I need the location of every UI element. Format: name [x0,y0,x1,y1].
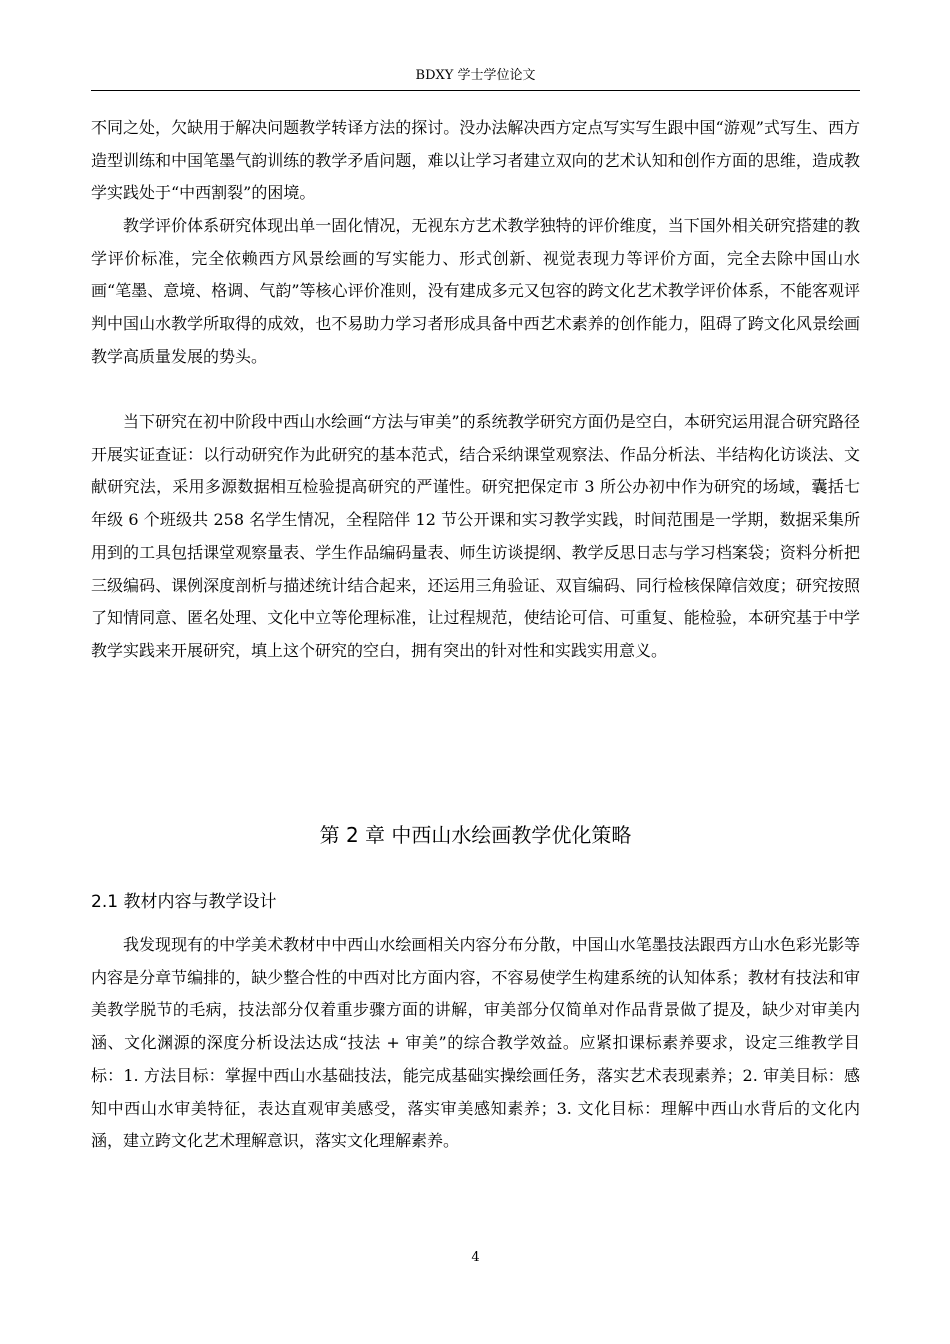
paragraph-textbook-design: 我发现现有的中学美术教材中中西山水绘画相关内容分布分散，中国山水笔墨技法跟西方山水色彩光影等内容是分章节编排的，缺少整合性的中西对比方面内容，不容易使学生构建系统的认知体系；教材有技法和审美教学脱节的毛病，技法部分仅着重步骤方面的讲解，审美部分仅简单对作品背景做了提及，缺少对审美内涵、文化渊源的深度分析设法达成“技法 + 审美”的综合教学效益。应紧扣课标素养要求，设定三维教学目标：1. 方法目标：掌握中西山水基础技法，能完成基础实操绘画任务，落实艺术表现素养；2. 审美目标：感知中西山水审美特征，表达直观审美感受，落实审美感知素养；3. 文化目标：理解中西山水背后的文化内涵，建立跨文化艺术理解意识，落实文化理解素养。 [91,935,860,1151]
running-header: BDXY 学士学位论文 [415,68,536,83]
chapter-heading: 第 2 章 中西山水绘画教学优化策略 [319,823,632,847]
header-rule [91,90,860,91]
page-number: 4 [471,1250,480,1265]
paragraph-continued: 不同之处，欠缺用于解决问题教学转译方法的探讨。没办法解决西方定点写实写生跟中国“游观”式写生、西方造型训练和中国笔墨气韵训练的教学矛盾问题，难以让学习者建立双向的艺术认知和创作方面的思维，造成教学实践处于“中西割裂”的困境。 [91,118,860,203]
section-heading: 2.1 教材内容与教学设计 [91,892,277,912]
paragraph-evaluation-system: 教学评价体系研究体现出单一固化情况，无视东方艺术教学独特的评价维度，当下国外相关研究搭建的教学评价标准，完全依赖西方风景绘画的写实能力、形式创新、视觉表现力等评价方面，完全去除中国山水画“笔墨、意境、格调、气韵”等核心评价准则，没有建成多元又包容的跨文化艺术教学评价体系，不能客观评判中国山水教学所取得的成效，也不易助力学习者形成具备中西艺术素养的创作能力，阻碍了跨文化风景绘画教学高质量发展的势头。 [91,216,860,366]
paragraph-research-gap: 当下研究在初中阶段中西山水绘画“方法与审美”的系统教学研究方面仍是空白，本研究运用混合研究路径开展实证查证：以行动研究作为此研究的基本范式，结合采纳课堂观察法、作品分析法、半结构化访谈法、文献研究法，采用多源数据相互检验提高研究的严谨性。研究把保定市 3 所公办初中作为研究的场域，囊括七年级 6 个班级共 258 名学生情况，全程陪伴 12 节公开课和实习教学实践，时间范围是一学期，数据采集所用到的工具包括课堂观察量表、学生作品编码量表、师生访谈提纲、教学反思日志与学习档案袋；资料分析把三级编码、课例深度剖析与描述统计结合起来，还运用三角验证、双盲编码、同行检核保障信效度；研究按照了知情同意、匿名处理、文化中立等伦理标准，让过程规范，使结论可信、可重复、能检验，本研究基于中学教学实践来开展研究，填上这个研究的空白，拥有突出的针对性和实践实用意义。 [91,412,860,660]
